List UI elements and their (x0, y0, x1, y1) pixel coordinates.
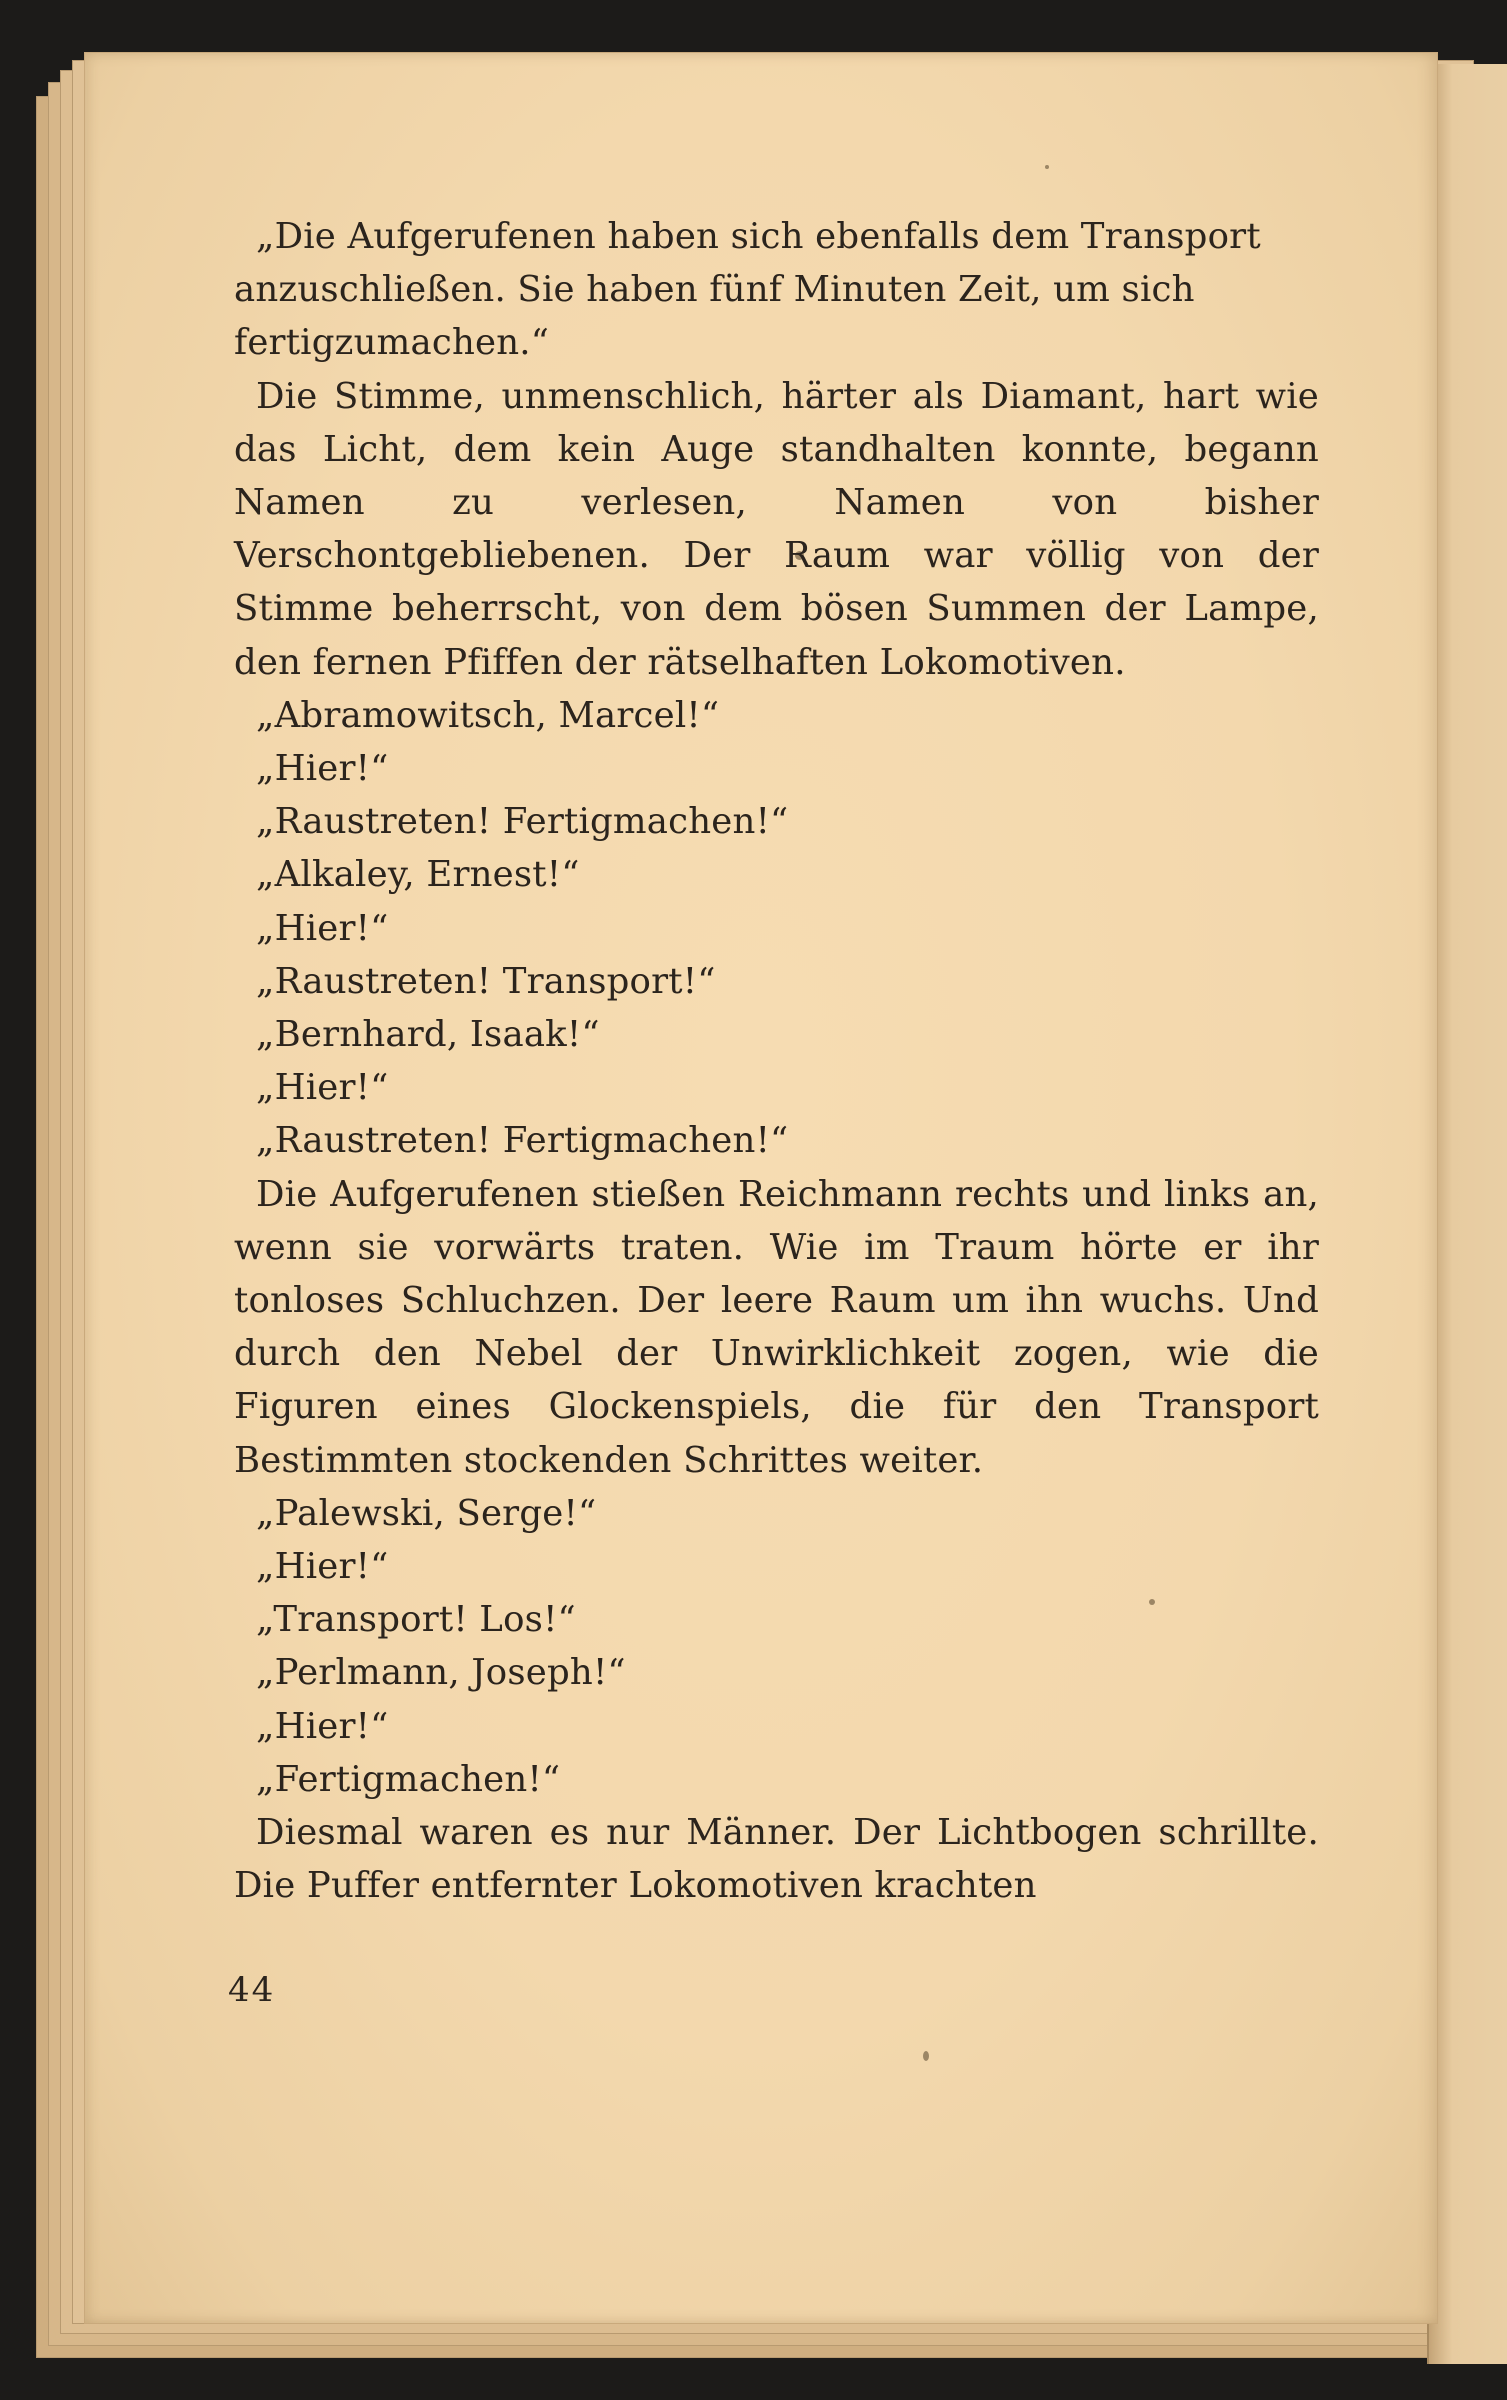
dialog-line: „Raustreten! Transport!“ (256, 960, 716, 1002)
page-number: 44 (228, 1970, 276, 2010)
body-text (234, 210, 1319, 1913)
dialog-line: „Bernhard, Isaak!“ (256, 1014, 600, 1056)
dialog-line: „Hier!“ (256, 748, 389, 790)
dialog-line: „Palewski, Serge!“ (256, 1492, 597, 1534)
paragraph: „Die Aufgerufenen haben sich ebenfalls dem Transport anzuschließen. Sie haben fünf Minuten Zeit, um sich fertigzumachen.“ (234, 216, 1261, 364)
dialog-line: „Hier!“ (256, 907, 389, 949)
dialog-line: „Hier!“ (256, 1067, 389, 1109)
dialog-line: „Perlmann, Joseph!“ (256, 1652, 626, 1694)
paragraph: Die Aufgerufenen stießen Reichmann rechts und links an, wenn sie vorwärts traten. Wie im Traum hörte er ihr tonloses Schluchzen. Der leere Raum um ihn wuchs. Und durch den Nebel der Unwirklichkeit zogen, wie die Figuren eines Glockenspiels, die für den Transport Bestimmten stockenden Schrittes weiter. (234, 1173, 1319, 1481)
dialog-line: „Hier!“ (256, 1546, 389, 1588)
dialog-line: „Raustreten! Fertigmachen!“ (256, 1120, 789, 1162)
paper-speck (923, 2051, 929, 2061)
dialog-line: „Abramowitsch, Marcel!“ (256, 694, 720, 736)
facing-page-sliver (1427, 64, 1507, 2364)
paper-speck (1045, 165, 1049, 169)
dialog-line: „Alkaley, Ernest!“ (256, 854, 580, 896)
dialog-line: „Transport! Los!“ (256, 1599, 576, 1641)
paragraph: Die Stimme, unmenschlich, härter als Diamant, hart wie das Licht, dem kein Auge standhalten konnte, begann Namen zu verlesen, Namen von bisher Verschontgebliebenen. Der Raum war völlig von der Stimme beherrscht, von dem bösen Summen der Lampe, den fernen Pfiffen der rätselhaften Lokomotiven. (234, 375, 1319, 683)
dialog-line: „Hier!“ (256, 1705, 389, 1747)
dialog-line: „Raustreten! Fertigmachen!“ (256, 801, 789, 843)
paragraph: Diesmal waren es nur Männer. Der Lichtbogen schrillte. Die Puffer entfernter Lokomotiven krachten (234, 1812, 1319, 1907)
dialog-line: „Fertigmachen!“ (256, 1758, 561, 1800)
